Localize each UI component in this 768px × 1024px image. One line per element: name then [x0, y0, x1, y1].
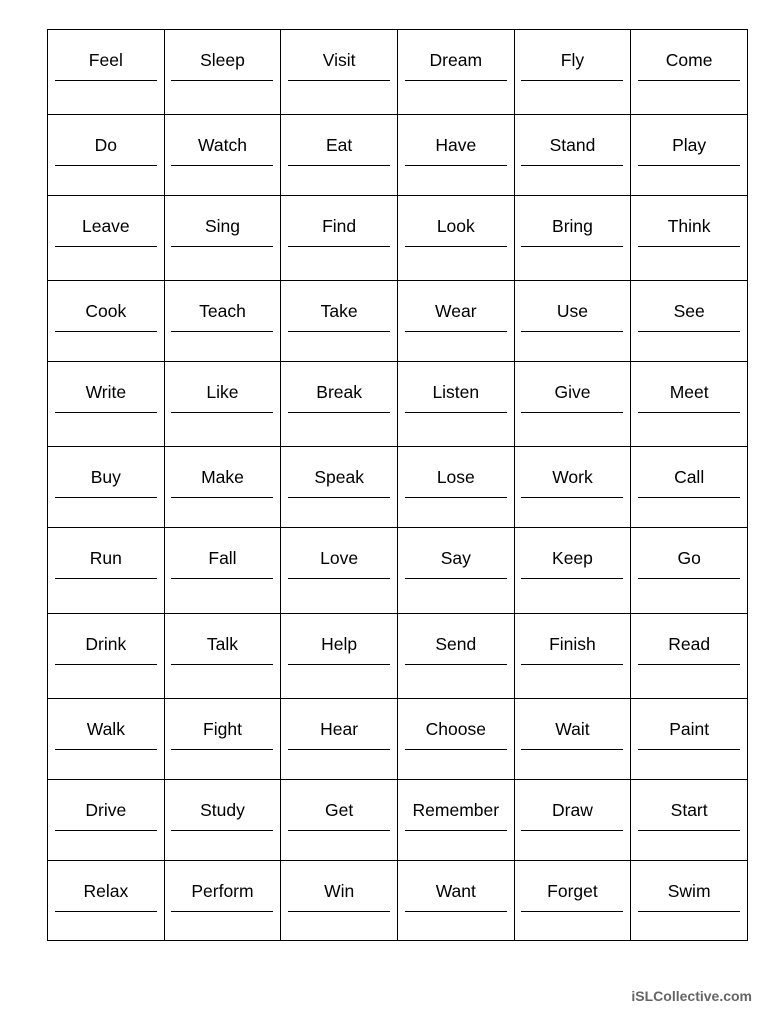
verb-cell	[631, 699, 748, 780]
answer-blank-line[interactable]	[288, 412, 390, 413]
verb-cell	[397, 447, 514, 528]
verb-cell	[631, 447, 748, 528]
verb-cell-content	[48, 196, 164, 280]
verb-cell-content	[281, 780, 397, 860]
answer-blank-line[interactable]	[521, 80, 623, 81]
verb-label: Choose	[425, 719, 486, 739]
answer-blank-line[interactable]	[638, 412, 740, 413]
verb-cell-content	[515, 115, 631, 195]
verb-cell	[397, 196, 514, 281]
verb-label: Want	[435, 881, 476, 901]
verb-cell	[48, 699, 165, 780]
table-row	[48, 528, 748, 614]
verb-cell	[631, 528, 748, 614]
verb-label: Send	[435, 634, 477, 654]
verb-cell	[397, 861, 514, 941]
verb-cell-content	[631, 614, 747, 698]
verb-cell	[281, 30, 398, 115]
verb-label: Use	[556, 301, 589, 321]
answer-blank-line[interactable]	[55, 165, 157, 166]
verb-cell-content	[165, 362, 281, 446]
verb-label: Perform	[191, 881, 254, 901]
verb-cell-content	[631, 699, 747, 779]
answer-blank-line[interactable]	[288, 664, 390, 665]
verb-cell	[164, 861, 281, 941]
verb-label: Bring	[552, 216, 593, 236]
verb-cell	[48, 528, 165, 614]
verb-cell-content	[48, 528, 164, 613]
verb-cell	[631, 115, 748, 196]
verb-worksheet-table	[47, 29, 748, 941]
answer-blank-line[interactable]	[521, 578, 623, 579]
verb-label: Watch	[198, 135, 247, 155]
answer-blank-line[interactable]	[638, 911, 740, 912]
verb-cell-content	[398, 30, 514, 114]
answer-blank-line[interactable]	[55, 497, 157, 498]
verb-label: Fly	[560, 50, 585, 70]
answer-blank-line[interactable]	[405, 911, 507, 912]
answer-blank-line[interactable]	[288, 497, 390, 498]
verb-cell-content	[398, 115, 514, 195]
verb-cell-content	[48, 447, 164, 527]
verb-label: Cook	[85, 301, 127, 321]
verb-cell	[514, 115, 631, 196]
verb-cell-content	[398, 861, 514, 940]
verb-cell-content	[398, 281, 514, 361]
verb-cell-content	[631, 861, 747, 940]
answer-blank-line[interactable]	[171, 246, 273, 247]
verb-cell	[281, 196, 398, 281]
verb-cell	[514, 861, 631, 941]
verb-cell	[397, 362, 514, 447]
verb-cell-content	[631, 30, 747, 114]
answer-blank-line[interactable]	[55, 664, 157, 665]
answer-blank-line[interactable]	[405, 246, 507, 247]
verb-label: Give	[554, 382, 591, 402]
answer-blank-line[interactable]	[405, 331, 507, 332]
answer-blank-line[interactable]	[55, 412, 157, 413]
verb-cell	[164, 614, 281, 699]
verb-label: Like	[206, 382, 239, 402]
verb-cell-content	[281, 196, 397, 280]
answer-blank-line[interactable]	[55, 80, 157, 81]
verb-label: Fall	[208, 548, 237, 568]
verb-label: Win	[324, 881, 355, 901]
verb-cell-content	[165, 447, 281, 527]
verb-cell-content	[515, 780, 631, 860]
verb-cell	[397, 528, 514, 614]
answer-blank-line[interactable]	[521, 246, 623, 247]
table-row	[48, 196, 748, 281]
verb-label: Read	[668, 634, 711, 654]
verb-label: Play	[672, 135, 707, 155]
verb-cell	[164, 115, 281, 196]
verb-cell-content	[48, 861, 164, 940]
verb-cell	[281, 861, 398, 941]
verb-cell	[397, 30, 514, 115]
verb-cell-content	[48, 699, 164, 779]
verb-label: Fight	[203, 719, 242, 739]
answer-blank-line[interactable]	[288, 80, 390, 81]
answer-blank-line[interactable]	[405, 749, 507, 750]
verb-label: Look	[436, 216, 475, 236]
verb-label: Listen	[432, 382, 480, 402]
verb-cell-content	[515, 699, 631, 779]
verb-cell-content	[48, 30, 164, 114]
verb-cell-content	[165, 115, 281, 195]
answer-blank-line[interactable]	[521, 165, 623, 166]
verb-label: Feel	[88, 50, 123, 70]
verb-label: Visit	[322, 50, 356, 70]
answer-blank-line[interactable]	[55, 830, 157, 831]
verb-cell	[514, 362, 631, 447]
answer-blank-line[interactable]	[55, 578, 157, 579]
table-row	[48, 30, 748, 115]
table-row	[48, 861, 748, 941]
verb-label: Dream	[429, 50, 483, 70]
verb-cell	[631, 196, 748, 281]
worksheet-body	[48, 30, 748, 941]
verb-label: Wait	[555, 719, 590, 739]
verb-cell-content	[515, 447, 631, 527]
answer-blank-line[interactable]	[171, 749, 273, 750]
verb-cell	[514, 447, 631, 528]
verb-cell-content	[165, 614, 281, 698]
verb-cell	[48, 447, 165, 528]
verb-cell	[164, 447, 281, 528]
answer-blank-line[interactable]	[405, 80, 507, 81]
verb-cell	[281, 614, 398, 699]
answer-blank-line[interactable]	[638, 331, 740, 332]
verb-label: Hear	[320, 719, 359, 739]
verb-cell-content	[515, 861, 631, 940]
verb-cell-content	[631, 528, 747, 613]
verb-cell-content	[48, 362, 164, 446]
verb-cell	[631, 861, 748, 941]
verb-cell	[631, 281, 748, 362]
answer-blank-line[interactable]	[55, 911, 157, 912]
verb-label: Come	[665, 50, 713, 70]
verb-cell	[514, 196, 631, 281]
verb-label: Find	[322, 216, 357, 236]
verb-cell-content	[631, 115, 747, 195]
answer-blank-line[interactable]	[638, 497, 740, 498]
verb-label: Start	[670, 800, 708, 820]
verb-cell-content	[281, 699, 397, 779]
answer-blank-line[interactable]	[171, 412, 273, 413]
answer-blank-line[interactable]	[171, 497, 273, 498]
answer-blank-line[interactable]	[638, 80, 740, 81]
answer-blank-line[interactable]	[405, 165, 507, 166]
verb-label: Remember	[412, 800, 500, 820]
verb-label: Buy	[90, 467, 121, 487]
answer-blank-line[interactable]	[638, 749, 740, 750]
verb-label: Have	[435, 135, 477, 155]
answer-blank-line[interactable]	[171, 165, 273, 166]
answer-blank-line[interactable]	[638, 578, 740, 579]
verb-cell-content	[515, 196, 631, 280]
answer-blank-line[interactable]	[405, 412, 507, 413]
verb-cell-content	[281, 115, 397, 195]
verb-cell	[48, 614, 165, 699]
answer-blank-line[interactable]	[171, 664, 273, 665]
answer-blank-line[interactable]	[521, 749, 623, 750]
verb-cell	[514, 614, 631, 699]
verb-cell-content	[631, 780, 747, 860]
verb-cell-content	[165, 30, 281, 114]
verb-label: Eat	[326, 135, 353, 155]
site-watermark: iSLCollective.com	[631, 988, 752, 1004]
verb-label: Say	[440, 548, 471, 568]
answer-blank-line[interactable]	[288, 911, 390, 912]
verb-label: Work	[552, 467, 593, 487]
verb-cell-content	[48, 614, 164, 698]
verb-label: Meet	[669, 382, 709, 402]
verb-cell-content	[398, 699, 514, 779]
answer-blank-line[interactable]	[288, 830, 390, 831]
verb-label: Walk	[86, 719, 125, 739]
answer-blank-line[interactable]	[638, 246, 740, 247]
verb-label: Forget	[547, 881, 598, 901]
answer-blank-line[interactable]	[171, 578, 273, 579]
verb-cell	[48, 780, 165, 861]
answer-blank-line[interactable]	[288, 331, 390, 332]
answer-blank-line[interactable]	[405, 664, 507, 665]
verb-cell	[514, 30, 631, 115]
verb-cell	[281, 362, 398, 447]
verb-cell	[48, 115, 165, 196]
answer-blank-line[interactable]	[521, 664, 623, 665]
answer-blank-line[interactable]	[638, 830, 740, 831]
verb-cell-content	[165, 528, 281, 613]
verb-label: Sleep	[200, 50, 245, 70]
verb-label: Call	[674, 467, 705, 487]
table-row	[48, 780, 748, 861]
verb-cell-content	[48, 281, 164, 361]
verb-cell-content	[281, 281, 397, 361]
answer-blank-line[interactable]	[171, 331, 273, 332]
verb-cell	[397, 614, 514, 699]
verb-label: Wear	[435, 301, 477, 321]
verb-label: See	[673, 301, 705, 321]
verb-cell	[164, 699, 281, 780]
verb-cell-content	[281, 528, 397, 613]
verb-cell-content	[281, 447, 397, 527]
answer-blank-line[interactable]	[55, 331, 157, 332]
verb-label: Lose	[436, 467, 475, 487]
verb-cell-content	[631, 281, 747, 361]
verb-cell-content	[631, 447, 747, 527]
verb-cell	[281, 780, 398, 861]
verb-cell-content	[398, 362, 514, 446]
verb-label: Think	[667, 216, 711, 236]
answer-blank-line[interactable]	[521, 331, 623, 332]
verb-cell-content	[515, 362, 631, 446]
verb-cell	[164, 196, 281, 281]
verb-cell	[514, 780, 631, 861]
verb-label: Help	[321, 634, 358, 654]
verb-label: Study	[200, 800, 245, 820]
verb-cell	[397, 699, 514, 780]
verb-cell	[631, 614, 748, 699]
verb-cell	[164, 780, 281, 861]
verb-cell	[281, 699, 398, 780]
verb-cell	[48, 281, 165, 362]
verb-cell-content	[165, 861, 281, 940]
answer-blank-line[interactable]	[288, 165, 390, 166]
answer-blank-line[interactable]	[288, 749, 390, 750]
verb-cell-content	[165, 196, 281, 280]
verb-label: Teach	[199, 301, 246, 321]
verb-cell-content	[398, 447, 514, 527]
answer-blank-line[interactable]	[405, 830, 507, 831]
verb-cell-content	[48, 115, 164, 195]
verb-label: Sing	[204, 216, 240, 236]
verb-label: Leave	[81, 216, 130, 236]
answer-blank-line[interactable]	[405, 578, 507, 579]
answer-blank-line[interactable]	[521, 412, 623, 413]
verb-label: Finish	[549, 634, 596, 654]
verb-cell-content	[515, 528, 631, 613]
verb-cell-content	[48, 780, 164, 860]
verb-cell	[281, 115, 398, 196]
answer-blank-line[interactable]	[55, 246, 157, 247]
table-row	[48, 281, 748, 362]
verb-cell	[48, 196, 165, 281]
verb-cell-content	[515, 281, 631, 361]
verb-cell	[164, 30, 281, 115]
verb-label: Stand	[549, 135, 596, 155]
verb-label: Relax	[83, 881, 129, 901]
verb-cell-content	[281, 861, 397, 940]
verb-label: Talk	[206, 634, 239, 654]
answer-blank-line[interactable]	[638, 165, 740, 166]
verb-cell	[48, 362, 165, 447]
verb-cell	[164, 281, 281, 362]
verb-cell-content	[398, 780, 514, 860]
verb-label: Write	[85, 382, 127, 402]
verb-cell-content	[515, 614, 631, 698]
verb-label: Draw	[552, 800, 593, 820]
verb-label: Keep	[552, 548, 593, 568]
table-row	[48, 447, 748, 528]
answer-blank-line[interactable]	[638, 664, 740, 665]
answer-blank-line[interactable]	[405, 497, 507, 498]
table-row	[48, 115, 748, 196]
verb-label: Run	[89, 548, 122, 568]
answer-blank-line[interactable]	[171, 911, 273, 912]
verb-cell	[631, 780, 748, 861]
verb-cell-content	[165, 699, 281, 779]
verb-cell	[48, 861, 165, 941]
verb-cell-content	[281, 362, 397, 446]
verb-cell-content	[281, 30, 397, 114]
verb-cell	[397, 281, 514, 362]
answer-blank-line[interactable]	[521, 830, 623, 831]
verb-label: Paint	[669, 719, 710, 739]
answer-blank-line[interactable]	[171, 80, 273, 81]
verb-cell	[631, 362, 748, 447]
verb-cell-content	[165, 780, 281, 860]
verb-cell	[397, 780, 514, 861]
verb-cell	[281, 447, 398, 528]
answer-blank-line[interactable]	[288, 578, 390, 579]
table-row	[48, 362, 748, 447]
answer-blank-line[interactable]	[521, 911, 623, 912]
verb-label: Drive	[85, 800, 127, 820]
verb-cell	[631, 30, 748, 115]
verb-label: Go	[677, 548, 701, 568]
verb-cell	[514, 528, 631, 614]
verb-cell	[397, 115, 514, 196]
verb-cell-content	[631, 196, 747, 280]
verb-cell-content	[398, 196, 514, 280]
verb-cell-content	[281, 614, 397, 698]
verb-cell-content	[398, 614, 514, 698]
verb-label: Break	[316, 382, 362, 402]
answer-blank-line[interactable]	[55, 749, 157, 750]
verb-cell	[281, 528, 398, 614]
verb-cell-content	[515, 30, 631, 114]
answer-blank-line[interactable]	[521, 497, 623, 498]
verb-label: Swim	[667, 881, 711, 901]
verb-cell	[514, 281, 631, 362]
verb-cell	[514, 699, 631, 780]
verb-cell	[48, 30, 165, 115]
verb-cell	[164, 362, 281, 447]
answer-blank-line[interactable]	[171, 830, 273, 831]
verb-label: Take	[320, 301, 358, 321]
verb-label: Do	[94, 135, 118, 155]
table-row	[48, 614, 748, 699]
answer-blank-line[interactable]	[288, 246, 390, 247]
verb-cell-content	[398, 528, 514, 613]
verb-cell-content	[631, 362, 747, 446]
verb-cell-content	[165, 281, 281, 361]
verb-cell	[281, 281, 398, 362]
verb-label: Get	[325, 800, 354, 820]
verb-label: Speak	[314, 467, 364, 487]
verb-label: Love	[320, 548, 359, 568]
verb-cell	[164, 528, 281, 614]
verb-label: Make	[201, 467, 244, 487]
table-row	[48, 699, 748, 780]
verb-label: Drink	[85, 634, 127, 654]
